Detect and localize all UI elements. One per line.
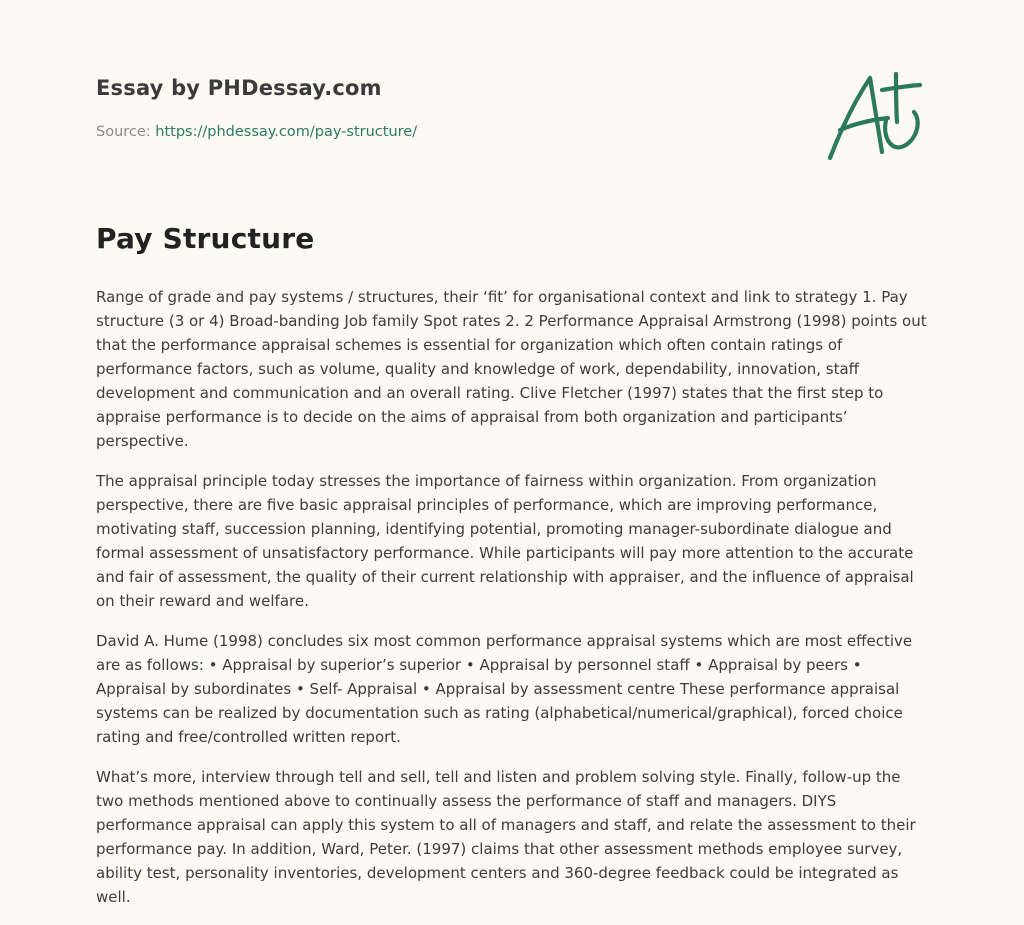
page-title: Pay Structure — [96, 222, 315, 255]
source-link[interactable]: https://phdessay.com/pay-structure/ — [155, 124, 418, 140]
paragraph: The appraisal principle today stresses the importance of fairness within organization. From organization perspective, there are five basic appraisal principles of performance, which are improving performance, motivating staff, succession planning, identifying potential, promoting manager-subordinate dialogue and formal assessment of unsatisfactory performance. While participants will pay more attention to the accurate and fair of assessment, the quality of their current relationship with appraiser, and the influence of appraisal on their reward and welfare. — [96, 472, 914, 610]
a-plus-icon — [826, 68, 928, 164]
brand-title: Essay by PHDessay.com — [96, 76, 382, 100]
source-label: Source: — [96, 124, 156, 140]
paragraph: What’s more, interview through tell and sell, tell and listen and problem solving style. Finally, follow-up the two methods mentioned above to continually assess the performance of staff and managers. DIYS performance appraisal can apply this system to all of managers and staff, and relate the assessment to their performance pay. In addition, Ward, Peter. (1997) claims that other assessment methods employee survey, ability test, personality inventories, development centers and 360-degree feedback could be integrated as well. — [96, 768, 916, 906]
paragraph: David A. Hume (1998) concludes six most common performance appraisal systems which are most effective are as follows: • Appraisal by superior’s superior • Appraisal by personnel staff • Appraisal by peers • Appraisal by subordinates • Self- Appraisal • Appraisal by assessment centre These performance appraisal systems can be realized by documentation such as rating (alphabetical/numerical/graphical), forced choice rating and free/controlled written report. — [96, 632, 913, 746]
page-header — [96, 0, 928, 190]
essay-page — [96, 0, 928, 906]
paragraph: Range of grade and pay systems / structures, their ‘fit’ for organisational context and link to strategy 1. Pay structure (3 or 4) Broad-banding Job family Spot rates 2. 2 Performance Appraisal Armstrong (1998) points out that the performance appraisal schemes is essential for organization which often contain ratings of performance factors, such as volume, quality and knowledge of work, dependability, innovation, staff development and communication and an overall rating. Clive Fletcher (1997) states that the first step to appraise performance is to decide on the aims of appraisal from both organization and participants’ perspective. — [96, 288, 927, 450]
source-line — [96, 124, 417, 140]
essay-body — [96, 285, 928, 925]
